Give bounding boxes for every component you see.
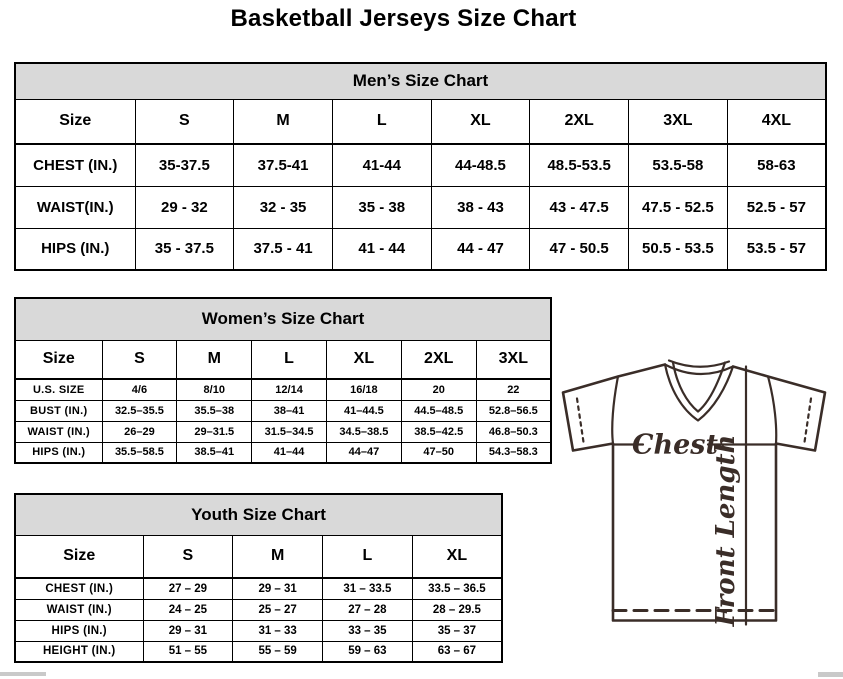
size-value-cell: 38 - 43 (431, 186, 530, 228)
size-value-cell: 59 – 63 (323, 641, 413, 662)
column-header: S (102, 340, 177, 379)
size-value-cell: 4/6 (102, 379, 177, 400)
size-value-cell: 31.5–34.5 (252, 421, 327, 442)
column-header-row (15, 99, 826, 144)
right-armhole-seam (768, 377, 776, 444)
womens-table-title: Women’s Size Chart (15, 298, 551, 340)
size-value-cell: 52.5 - 57 (727, 186, 826, 228)
size-value-cell: 41-44 (332, 144, 431, 186)
size-value-cell: 54.3–58.3 (476, 442, 551, 463)
size-value-cell: 38–41 (252, 400, 327, 421)
size-value-cell: 51 – 55 (143, 641, 233, 662)
column-header: M (233, 535, 323, 578)
front-length-label: Front Length (711, 434, 741, 627)
table-title-row (15, 494, 502, 535)
size-value-cell: 48.5-53.5 (530, 144, 629, 186)
size-value-cell: 44–47 (326, 442, 401, 463)
size-value-cell: 35-37.5 (135, 144, 234, 186)
table-row (15, 228, 826, 270)
youth-size-table (14, 493, 503, 663)
column-header: Size (15, 99, 135, 144)
size-value-cell: 35 – 37 (412, 620, 502, 641)
size-value-cell: 32.5–35.5 (102, 400, 177, 421)
size-value-cell: 8/10 (177, 379, 252, 400)
size-value-cell: 35 - 38 (332, 186, 431, 228)
table-title-row (15, 298, 551, 340)
size-value-cell: 22 (476, 379, 551, 400)
column-header: L (252, 340, 327, 379)
size-value-cell: 53.5-58 (629, 144, 728, 186)
left-armhole-seam (612, 377, 618, 444)
size-value-cell: 35 - 37.5 (135, 228, 234, 270)
size-value-cell: 35.5–38 (177, 400, 252, 421)
column-header: 2XL (530, 99, 629, 144)
size-value-cell: 37.5 - 41 (234, 228, 333, 270)
size-value-cell: 47.5 - 52.5 (629, 186, 728, 228)
size-value-cell: 28 – 29.5 (412, 599, 502, 620)
row-label: CHEST (IN.) (15, 578, 143, 599)
column-header: Size (15, 535, 143, 578)
size-value-cell: 47–50 (401, 442, 476, 463)
column-header: M (177, 340, 252, 379)
size-value-cell: 52.8–56.5 (476, 400, 551, 421)
row-label: WAIST (IN.) (15, 421, 102, 442)
row-label: HEIGHT (IN.) (15, 641, 143, 662)
table-row (15, 599, 502, 620)
row-label: HIPS (IN.) (15, 442, 102, 463)
right-cuff-dashed-line (804, 399, 811, 446)
row-label: WAIST (IN.) (15, 599, 143, 620)
size-value-cell: 41 - 44 (332, 228, 431, 270)
size-value-cell: 20 (401, 379, 476, 400)
size-value-cell: 41–44.5 (326, 400, 401, 421)
size-value-cell: 43 - 47.5 (530, 186, 629, 228)
scrollbar-fragment-left (0, 672, 46, 676)
size-value-cell: 25 – 27 (233, 599, 323, 620)
size-value-cell: 50.5 - 53.5 (629, 228, 728, 270)
column-header: S (143, 535, 233, 578)
size-value-cell: 55 – 59 (233, 641, 323, 662)
column-header: L (332, 99, 431, 144)
size-value-cell: 16/18 (326, 379, 401, 400)
column-header: 4XL (727, 99, 826, 144)
table-row (15, 442, 551, 463)
womens-size-table (14, 297, 552, 464)
column-header: S (135, 99, 234, 144)
size-value-cell: 29 - 32 (135, 186, 234, 228)
column-header: 3XL (629, 99, 728, 144)
size-value-cell: 26–29 (102, 421, 177, 442)
row-label: HIPS (IN.) (15, 620, 143, 641)
column-header: Size (15, 340, 102, 379)
size-value-cell: 33.5 – 36.5 (412, 578, 502, 599)
column-header: XL (431, 99, 530, 144)
column-header: L (323, 535, 413, 578)
table-row (15, 578, 502, 599)
size-value-cell: 29 – 31 (233, 578, 323, 599)
page-title: Basketball Jerseys Size Chart (230, 5, 577, 32)
column-header-row (15, 535, 502, 578)
row-label: CHEST (IN.) (15, 144, 135, 186)
table-title-row (15, 63, 826, 99)
column-header: M (234, 99, 333, 144)
row-label: HIPS (IN.) (15, 228, 135, 270)
size-value-cell: 32 - 35 (234, 186, 333, 228)
size-value-cell: 46.8–50.3 (476, 421, 551, 442)
size-value-cell: 33 – 35 (323, 620, 413, 641)
column-header: XL (412, 535, 502, 578)
size-value-cell: 27 – 28 (323, 599, 413, 620)
size-value-cell: 44.5–48.5 (401, 400, 476, 421)
column-header: 3XL (476, 340, 551, 379)
size-value-cell: 44 - 47 (431, 228, 530, 270)
left-cuff-dashed-line (577, 399, 584, 446)
size-value-cell: 35.5–58.5 (102, 442, 177, 463)
size-value-cell: 63 – 67 (412, 641, 502, 662)
row-label: U.S. SIZE (15, 379, 102, 400)
table-row (15, 379, 551, 400)
column-header-row (15, 340, 551, 379)
chest-label: Chest (632, 429, 718, 461)
size-value-cell: 31 – 33.5 (323, 578, 413, 599)
size-value-cell: 27 – 29 (143, 578, 233, 599)
size-value-cell: 38.5–42.5 (401, 421, 476, 442)
size-value-cell: 47 - 50.5 (530, 228, 629, 270)
mens-table-title: Men’s Size Chart (15, 63, 826, 99)
size-value-cell: 12/14 (252, 379, 327, 400)
table-row (15, 186, 826, 228)
size-value-cell: 29–31.5 (177, 421, 252, 442)
size-value-cell: 44-48.5 (431, 144, 530, 186)
table-row (15, 421, 551, 442)
table-row (15, 641, 502, 662)
size-value-cell: 24 – 25 (143, 599, 233, 620)
size-value-cell: 38.5–41 (177, 442, 252, 463)
row-label: BUST (IN.) (15, 400, 102, 421)
size-value-cell: 58-63 (727, 144, 826, 186)
table-row (15, 144, 826, 186)
size-value-cell: 37.5-41 (234, 144, 333, 186)
column-header: XL (326, 340, 401, 379)
size-value-cell: 53.5 - 57 (727, 228, 826, 270)
table-row (15, 400, 551, 421)
table-row (15, 620, 502, 641)
size-value-cell: 41–44 (252, 442, 327, 463)
size-value-cell: 31 – 33 (233, 620, 323, 641)
scrollbar-fragment-right (818, 672, 843, 677)
size-value-cell: 34.5–38.5 (326, 421, 401, 442)
column-header: 2XL (401, 340, 476, 379)
collar-back-arc-inner (669, 361, 729, 367)
mens-size-table (14, 62, 827, 271)
jersey-outline (563, 365, 825, 621)
jersey-measurement-diagram (556, 357, 842, 630)
youth-table-title: Youth Size Chart (15, 494, 502, 535)
size-value-cell: 29 – 31 (143, 620, 233, 641)
row-label: WAIST(IN.) (15, 186, 135, 228)
